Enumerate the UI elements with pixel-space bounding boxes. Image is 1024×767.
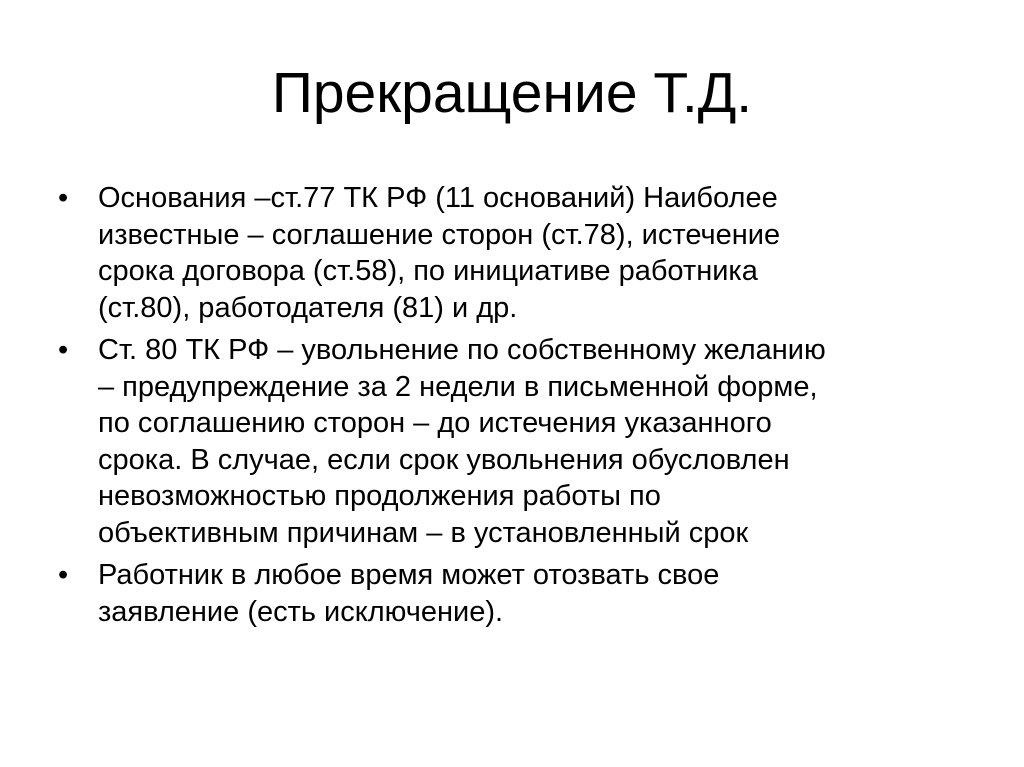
- bullet-dot-icon: •: [58, 334, 69, 366]
- bullet-line: срока договора (ст.58), по инициативе работника: [98, 255, 758, 287]
- bullet-line: срока. В случае, если срок увольнения обусловлен: [98, 443, 790, 476]
- bullet-dot-icon: •: [58, 559, 69, 591]
- bullet-text: [98, 180, 978, 326]
- slide-title: Прекращение Т.Д.: [271, 61, 753, 125]
- bullet-line: (ст.80), работодателя (81) и др.: [98, 291, 518, 324]
- bullet-line: Работник в любое время может отозвать свое: [98, 559, 720, 591]
- bullet-line: Ст. 80 ТК РФ – увольнение по собственному желанию: [98, 334, 826, 366]
- bullet-line: известные – соглашение сторон (ст.78), истечение: [98, 218, 781, 251]
- bullet-item-grounds: [58, 180, 978, 326]
- bullet-line: невозможностью продолжения работы по: [98, 480, 661, 512]
- bullet-dot-icon: •: [58, 182, 69, 214]
- bullet-item-article-80: [58, 332, 978, 551]
- bullet-list: [58, 180, 978, 636]
- bullet-line: – предупреждение за 2 недели в письменной форме,: [98, 370, 818, 403]
- bullet-line: по соглашению сторон – до истечения указанного: [98, 407, 772, 439]
- bullet-line: заявление (есть исключение).: [98, 595, 504, 628]
- bullet-text: [98, 557, 978, 630]
- bullet-text: [98, 332, 978, 551]
- bullet-item-withdrawal: [58, 557, 978, 630]
- bullet-line: Основания –ст.77 ТК РФ (11 оснований) Наиболее: [98, 182, 778, 214]
- bullet-line: объективным причинам – в установленный срок: [98, 516, 749, 549]
